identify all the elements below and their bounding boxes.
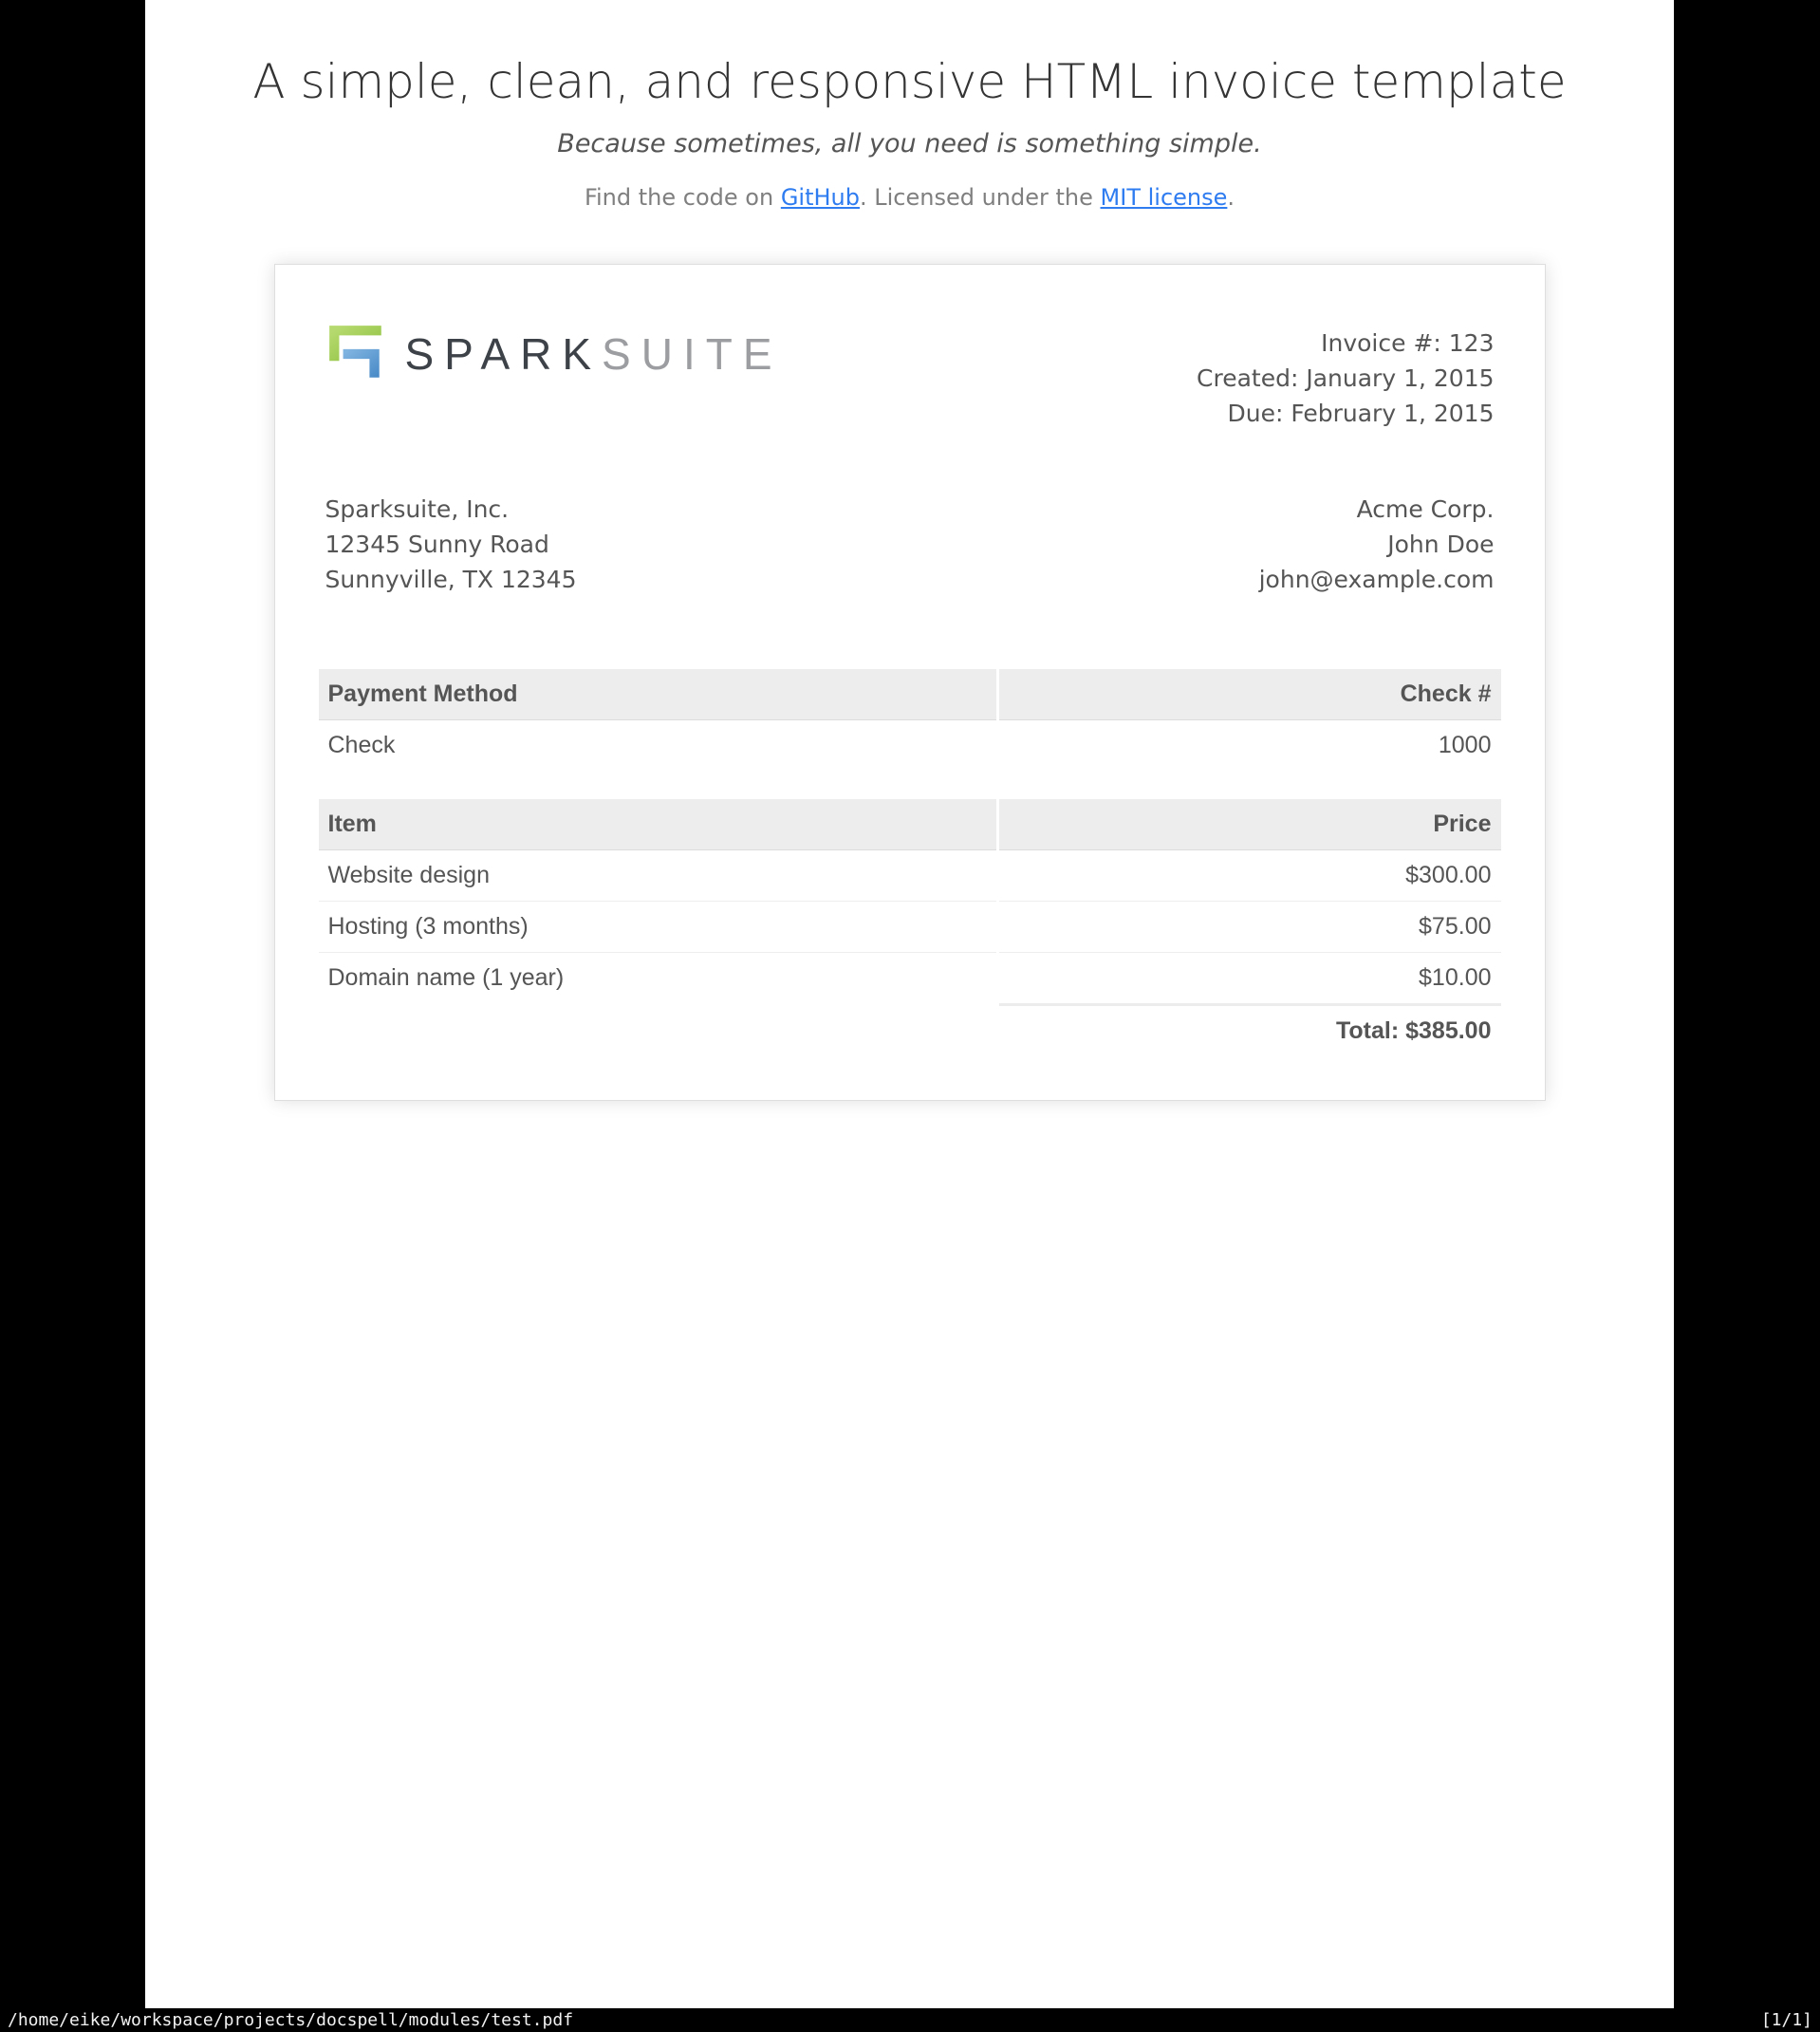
item-header: Item bbox=[319, 799, 997, 850]
recipient-email: john@example.com bbox=[1258, 565, 1495, 593]
item-row bbox=[319, 902, 1501, 953]
invoice-box bbox=[274, 264, 1546, 1101]
brand-wordmark bbox=[404, 329, 783, 379]
invoice-created-date: Created: January 1, 2015 bbox=[1197, 364, 1495, 392]
item-name: Website design bbox=[319, 850, 997, 902]
info-prefix: Find the code on bbox=[584, 183, 781, 211]
payment-method-header: Payment Method bbox=[319, 669, 997, 720]
payment-header-row bbox=[319, 669, 1501, 720]
company-logo bbox=[325, 324, 783, 386]
info-line bbox=[145, 184, 1674, 211]
page-title: A simple, clean, and responsive HTML invoice template bbox=[252, 54, 1567, 109]
addresses-row bbox=[316, 492, 1504, 597]
item-row bbox=[319, 850, 1501, 902]
recipient-name: John Doe bbox=[1387, 530, 1495, 558]
item-price: $10.00 bbox=[1419, 963, 1492, 991]
recipient-address bbox=[1259, 492, 1495, 597]
sender-address bbox=[325, 492, 577, 597]
invoice-total: Total: $385.00 bbox=[999, 1003, 1500, 1056]
viewer-statusbar bbox=[0, 2008, 1820, 2032]
item-price: $300.00 bbox=[999, 850, 1500, 902]
total-row bbox=[319, 1003, 1501, 1056]
invoice-table bbox=[316, 669, 1504, 1056]
item-price: $75.00 bbox=[999, 902, 1500, 953]
invoice-top-row bbox=[316, 308, 1504, 431]
items-header-row bbox=[319, 799, 1501, 850]
pdf-page bbox=[145, 0, 1674, 2008]
mit-license-link[interactable]: MIT license bbox=[1100, 183, 1228, 211]
invoice-number: Invoice #: 123 bbox=[1321, 328, 1495, 357]
check-number-header: Check # bbox=[999, 669, 1500, 720]
payment-method-value: Check bbox=[327, 731, 396, 758]
sender-street: 12345 Sunny Road bbox=[325, 530, 549, 558]
sparksuite-logo-icon bbox=[325, 324, 388, 386]
sender-company: Sparksuite, Inc. bbox=[325, 494, 510, 523]
statusbar-file-path: /home/eike/workspace/projects/docspell/modules/test.pdf bbox=[8, 2010, 574, 2030]
brand-word-primary: SPARK bbox=[404, 329, 603, 379]
github-link[interactable]: GitHub bbox=[780, 183, 860, 211]
payment-details-row bbox=[319, 720, 1501, 799]
sender-city: Sunnyville, TX 12345 bbox=[325, 565, 577, 593]
price-header: Price bbox=[999, 799, 1500, 850]
recipient-company: Acme Corp. bbox=[1356, 494, 1495, 523]
statusbar-page-indicator: [1/1] bbox=[1760, 2010, 1812, 2030]
info-suffix: . bbox=[1227, 183, 1235, 211]
invoice-meta bbox=[1197, 326, 1494, 431]
info-middle: . Licensed under the bbox=[859, 183, 1101, 211]
item-row bbox=[319, 953, 1501, 1003]
page-subtitle: Because sometimes, all you need is something simple. bbox=[557, 128, 1262, 158]
item-name: Domain name (1 year) bbox=[327, 963, 565, 991]
invoice-due-date: Due: February 1, 2015 bbox=[1227, 399, 1495, 427]
item-name: Hosting (3 months) bbox=[319, 902, 997, 953]
check-number-value: 1000 bbox=[1438, 731, 1492, 758]
brand-word-secondary: SUITE bbox=[602, 329, 783, 379]
